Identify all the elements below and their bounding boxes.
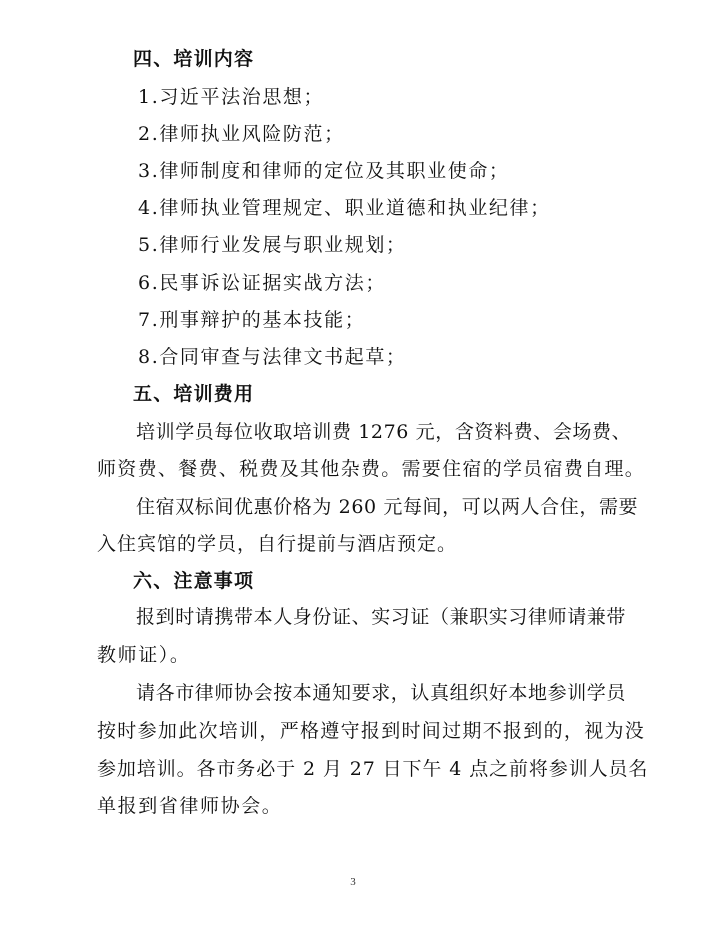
notes-paragraph-1-line-1: 报到时请携带本人身份证、实习证（兼职实习律师请兼带 bbox=[136, 606, 627, 628]
list-item-3: 3.律师制度和律师的定位及其职业使命； bbox=[138, 160, 510, 182]
notes-paragraph-2-line-3: 参加培训。各市务必于 2 月 27 日下午 4 点之前将参训人员名 bbox=[97, 758, 649, 780]
page-number: 3 bbox=[350, 876, 356, 888]
notes-paragraph-2-line-1: 请各市律师协会按本通知要求，认真组织好本地参训学员 bbox=[136, 682, 627, 704]
list-item-5: 5.律师行业发展与职业规划； bbox=[138, 234, 407, 256]
fee-paragraph-line-2: 师资费、餐费、税费及其他杂费。需要住宿的学员宿费自理。 bbox=[97, 458, 646, 480]
fee-paragraph-line-1: 培训学员每位收取培训费 1276 元，含资料费、会场费、 bbox=[136, 421, 632, 443]
lodging-paragraph-line-2: 入住宾馆的学员，自行提前与酒店预定。 bbox=[97, 533, 458, 555]
lodging-paragraph-line-1: 住宿双标间优惠价格为 260 元每间，可以两人合住，需要 bbox=[136, 496, 639, 518]
list-item-8: 8.合同审查与法律文书起草； bbox=[138, 346, 407, 368]
list-item-1: 1.习近平法治思想； bbox=[138, 86, 325, 108]
section-heading-training-fees: 五、培训费用 bbox=[133, 383, 255, 405]
notes-paragraph-1-line-2: 教师证）。 bbox=[97, 644, 191, 666]
section-heading-notes: 六、注意事项 bbox=[133, 570, 255, 592]
section-heading-training-content: 四、培训内容 bbox=[133, 48, 255, 70]
notes-paragraph-2-line-2: 按时参加此次培训，严格遵守报到时间过期不报到的，视为没 bbox=[97, 720, 646, 742]
list-item-2: 2.律师执业风险防范； bbox=[138, 123, 345, 145]
notes-paragraph-2-line-4: 单报到省律师协会。 bbox=[97, 795, 283, 817]
list-item-6: 6.民事诉讼证据实战方法； bbox=[138, 272, 386, 294]
list-item-7: 7.刑事辩护的基本技能； bbox=[138, 309, 366, 331]
list-item-4: 4.律师执业管理规定、职业道德和执业纪律； bbox=[138, 197, 551, 219]
